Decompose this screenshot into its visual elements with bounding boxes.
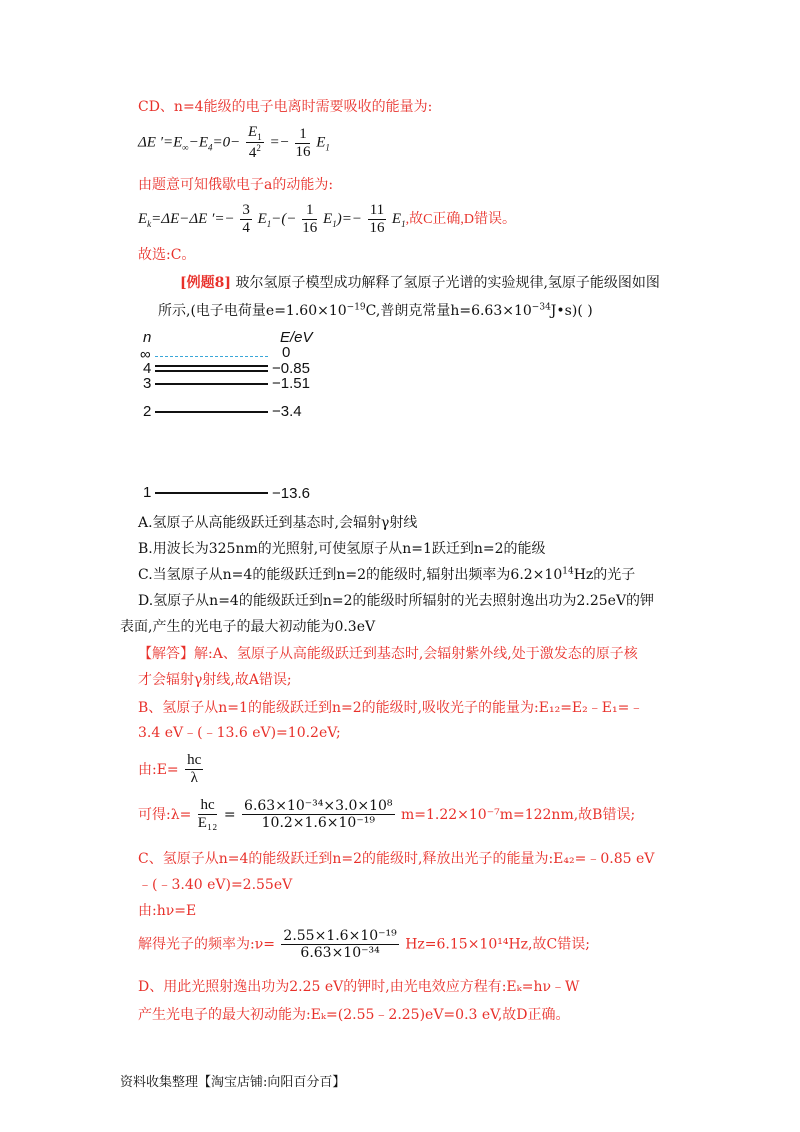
example-tag: [例题8]	[180, 275, 231, 291]
level-inf-n: ∞	[140, 346, 151, 363]
example-8-line1: [例题8] 玻尔氢原子模型成功解释了氢原子光谱的实验规律,氢原子能级图如图	[180, 275, 660, 291]
option-d-line1: D.氢原子从n=4的能级跃迁到n=2的能级时所辐射的光去照射逸出功为2.25eV的钾	[138, 593, 655, 609]
auger-electron-line: 由题意可知俄歇电子a的动能为:	[138, 177, 334, 193]
level-4-line	[155, 365, 268, 367]
solution-line10: 解得光子的频率为:ν= $\frac{\text{2.55×1.6×10⁻¹⁹}}{\text{6.63×10⁻³⁴}}$ Hz=6.15×10¹⁴Hz,故C错误;	[138, 928, 590, 962]
level-1-line	[155, 492, 268, 494]
diagram-n-label: n	[143, 329, 152, 346]
level-2-energy: −3.4	[272, 403, 302, 420]
level-inf-energy: 0	[282, 344, 291, 361]
solution-line2: 才会辐射γ射线,故A错误;	[138, 672, 292, 688]
solution-line12: 产生光电子的最大初动能为:Eₖ=(2.55﹣2.25)eV=0.3 eV,故D正确。	[138, 1007, 570, 1023]
option-a: A.氢原子从高能级跃迁到基态时,会辐射γ射线	[138, 515, 418, 531]
solution-line6: 可得:λ= $\frac{hc}{\text{E₁₂}}$ = $\frac{\text{6.63×10⁻³⁴×3.0×10⁸}}{\text{10.2×1.6×10⁻¹⁹}}$ m=1.22×10⁻⁷m=122nm,故B错误;	[138, 797, 636, 832]
level-4-energy: −0.85	[272, 360, 310, 377]
level-1-n: 1	[143, 484, 152, 501]
level-4b-line	[155, 370, 268, 372]
level-4-n: 4	[143, 360, 152, 377]
level-3-n: 3	[143, 375, 152, 392]
level-3-line	[155, 383, 268, 385]
equation-auger-kinetic-energy: $E_k=\Delta E-\Delta E$ ′=− $\frac{3}{4}$ $E_1-(-$ $\frac{1}{16}$ $E_1)=-$ $\frac{11}{16}$ $E_1$,故C正确,D错误。	[138, 202, 517, 237]
cd-intro-line: CD、n=4能级的电子电离时需要吸收的能量为:	[138, 99, 433, 115]
solution-line11: D、用此光照射逸出功为2.25 eV的钾时,由光电效应方程有:Eₖ=hν﹣W	[138, 979, 580, 995]
solution-line5: 由:E= $\frac{hc}{\lambda}$	[138, 752, 202, 787]
solution-line7: C、氢原子从n=4的能级跃迁到n=2的能级时,释放出光子的能量为:E₄₂=﹣0.85 eV	[138, 851, 655, 867]
level-3-energy: −1.51	[272, 375, 310, 392]
option-c: C.当氢原子从n=4的能级跃迁到n=2的能级时,辐射出频率为$6.2\times 10^{14}Hz$的光子	[138, 566, 636, 583]
level-2-line	[155, 411, 268, 413]
diagram-energy-label: E/eV	[280, 329, 313, 346]
level-inf-line	[155, 356, 268, 357]
option-b: B.用波长为325nm的光照射,可使氢原子从n=1跃迁到n=2的能级	[138, 541, 546, 557]
solution-line1: 【解答】解:A、氢原子从高能级跃迁到基态时,会辐射紫外线,处于激发态的原子核	[138, 646, 638, 662]
option-d-line2: 表面,产生的光电子的最大初动能为0.3eV	[120, 619, 376, 635]
solution-line4: 3.4 eV﹣(﹣13.6 eV)=10.2eV;	[138, 725, 341, 741]
solution-line9: 由:hν=E	[138, 903, 197, 919]
level-1-energy: −13.6	[272, 485, 310, 502]
solution-line3: B、氢原子从n=1的能级跃迁到n=2的能级时,吸收光子的能量为:E₁₂=E₂﹣E₁=﹣	[138, 700, 644, 716]
example-8-line2: 所示,(电子电荷量$e=1.60\times 10^{-19}C$,普朗克常量$h=6.63\times 10^{-34}J•s$)( )	[158, 302, 593, 319]
previous-answer: 故选:C。	[138, 247, 196, 263]
level-2-n: 2	[143, 403, 152, 420]
solution-line8: ﹣(﹣3.40 eV)=2.55eV	[138, 877, 293, 893]
page-footer: 资料收集整理【淘宝店铺:向阳百分百】	[120, 1075, 346, 1090]
equation-ionization-energy: ΔE $'=E_\infty-E_4=0-$ $\frac{E_1}{4^2}$ =− $\frac{1}{16}$ $E_1$	[138, 124, 330, 162]
